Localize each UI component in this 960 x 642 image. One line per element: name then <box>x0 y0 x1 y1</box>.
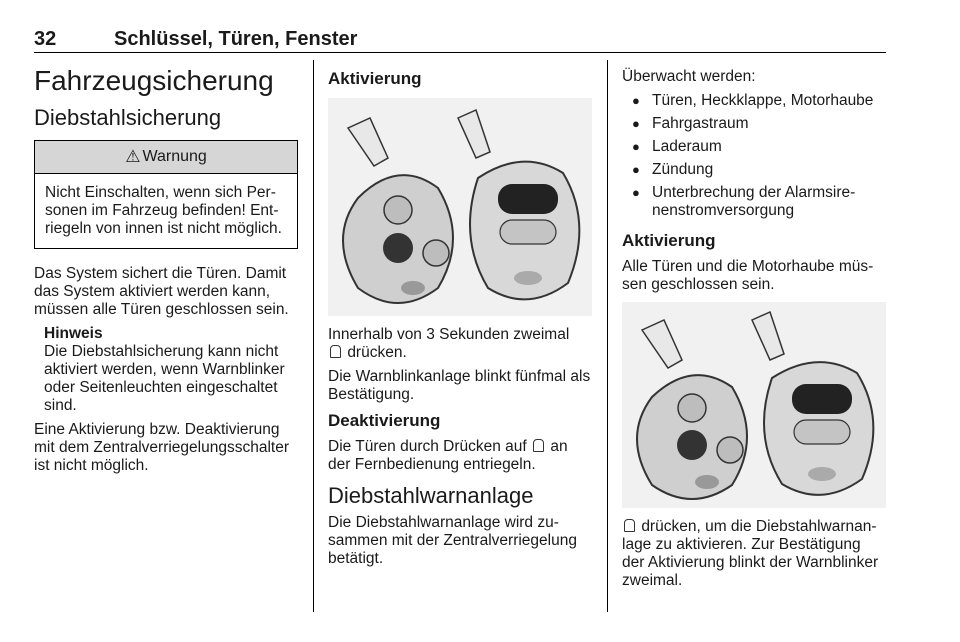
section-title: Fahrzeugsicherung <box>34 65 274 96</box>
paragraph-text: drücken. <box>347 344 407 361</box>
key-fob-drawing <box>328 98 592 316</box>
monitored-list <box>622 92 886 220</box>
page-number: 32 <box>34 28 57 50</box>
warning-box <box>34 140 298 249</box>
heading-aktivierung: Aktivierung <box>622 231 716 250</box>
column-divider <box>313 60 314 612</box>
list-item: ● Laderaum <box>622 138 886 156</box>
list-item: ● Unterbrechung der Alarmsire-nenstromversorgung <box>622 184 886 220</box>
column-left <box>34 60 298 481</box>
paragraph: Das System sichert die Türen. Damit das System aktiviert werden kann, müssen alle Türen geschlossen sein. <box>34 265 289 318</box>
unlock-icon <box>533 439 544 452</box>
paragraph: Eine Aktivierung bzw. Deaktivierung mit dem Zentralverriegelungsschalter ist nicht möglich. <box>34 421 289 474</box>
key-fob-illustration <box>622 302 886 508</box>
page-header <box>34 28 886 53</box>
paragraph-text: drücken, um die Diebstahlwarnan-lage zu aktivieren. Zur Bestätigung der Aktivierung blinkt der Warnblinker zweimal. <box>622 518 879 589</box>
hint-text: Die Diebstahlsicherung kann nicht aktiviert werden, wenn Warnblinker oder Seitenleuchten eingeschaltet sind. <box>44 343 285 414</box>
heading-aktivierung: Aktivierung <box>328 69 422 88</box>
paragraph: Die Warnblinkanlage blinkt fünfmal als Bestätigung. <box>328 368 591 403</box>
list-item: ● Türen, Heckklappe, Motorhaube <box>622 92 886 110</box>
heading-diebstahlwarnanlage: Diebstahlwarnanlage <box>328 483 534 508</box>
running-head: Schlüssel, Türen, Fenster <box>114 28 358 50</box>
paragraph: Die Diebstahlwarnanlage wird zu-sammen mit der Zentralverriegelung betätigt. <box>328 514 577 567</box>
paragraph <box>622 518 886 590</box>
heading-deaktivierung: Deaktivierung <box>328 411 441 430</box>
paragraph-text: Innerhalb von 3 Sekunden zweimal <box>328 326 570 343</box>
key-fob-drawing <box>622 302 886 508</box>
paragraph-text: Die Türen durch Drücken auf <box>328 438 527 455</box>
paragraph: Überwacht werden: <box>622 68 756 85</box>
warning-triangle-icon: ⚠ <box>125 147 141 166</box>
list-item: ● Fahrgastraum <box>622 115 886 133</box>
warning-label: Warnung <box>142 148 207 165</box>
hint-title: Hinweis <box>44 325 103 342</box>
paragraph-text: an der Fernbedienung entriegeln. <box>328 438 568 473</box>
warning-text: Nicht Einschalten, wenn sich Per-sonen im Fahrzeug befinden! Ent-riegeln von innen ist nicht möglich. <box>45 184 282 237</box>
lock-icon <box>624 519 635 532</box>
column-divider <box>607 60 608 612</box>
lock-icon <box>330 345 341 358</box>
paragraph <box>328 438 592 474</box>
column-right <box>622 60 886 596</box>
key-fob-illustration <box>328 98 592 316</box>
warning-header <box>35 141 297 174</box>
column-middle <box>328 60 592 574</box>
hint-box <box>34 325 298 415</box>
list-item: ● Zündung <box>622 161 886 179</box>
paragraph <box>328 326 592 362</box>
subsection-title: Diebstahlsicherung <box>34 105 222 130</box>
paragraph: Alle Türen und die Motorhaube müs-sen geschlossen sein. <box>622 258 874 293</box>
